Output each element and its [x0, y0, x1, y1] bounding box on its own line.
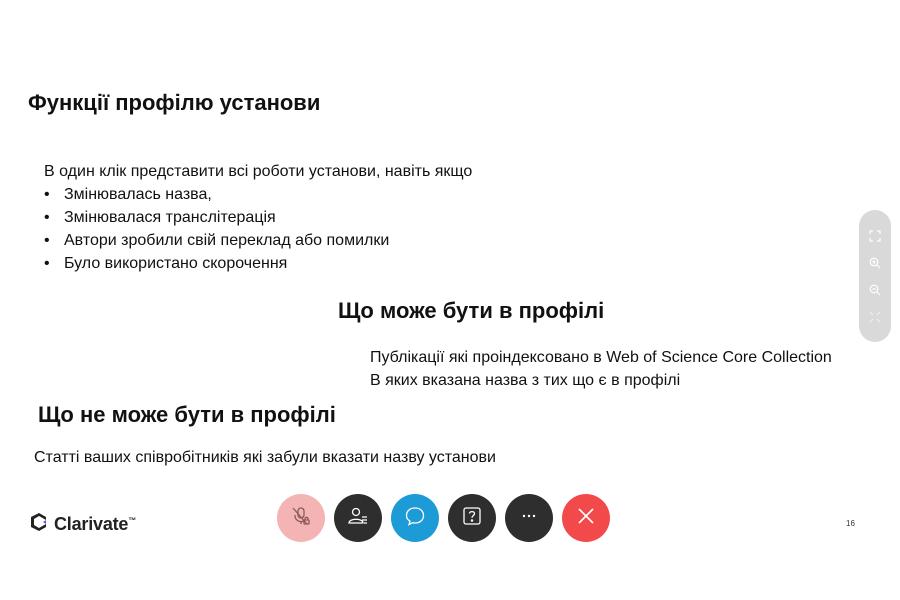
zoom-panel: [859, 210, 891, 342]
brand-name: Clarivate™: [54, 514, 137, 534]
leave-icon: [575, 505, 597, 532]
participants-button[interactable]: [334, 494, 382, 542]
chat-icon: [404, 505, 426, 532]
qa-button[interactable]: [448, 494, 496, 542]
bullet-item: • Автори зробили свій переклад або помилки: [64, 229, 472, 252]
can-line: Публікації які проіндексовано в Web of Science Core Collection: [370, 349, 832, 366]
clarivate-logo-icon: [30, 512, 48, 537]
cannot-be-heading: Що не може бути в профілі: [38, 402, 336, 427]
can-be-text: [370, 346, 832, 392]
slide-title: Функції профілю установи: [28, 90, 321, 115]
more-button[interactable]: [505, 494, 553, 542]
brand-logo: [30, 512, 136, 537]
bullet-item: • Змінювалась назва,: [64, 183, 472, 206]
zoom-out-icon[interactable]: [867, 282, 883, 298]
question-icon: [461, 505, 483, 532]
bullet-item: • Було використано скорочення: [64, 252, 472, 275]
fullscreen-icon[interactable]: [867, 228, 883, 244]
can-be-heading: Що може бути в профілі: [338, 298, 605, 323]
more-icon: [518, 505, 540, 532]
participants-icon: [347, 505, 369, 532]
chat-button[interactable]: [391, 494, 439, 542]
can-line: В яких вказана назва з тих що є в профілі: [370, 372, 681, 389]
bullet-list: [44, 183, 472, 275]
leave-button[interactable]: [562, 494, 610, 542]
fit-icon[interactable]: [867, 309, 883, 325]
zoom-in-icon[interactable]: [867, 255, 883, 271]
intro-text: В один клік представити всі роботи установи, навіть якщо: [44, 163, 473, 180]
muted-microphone-icon: [290, 505, 312, 532]
cannot-be-text: Статті ваших співробітників які забули вказати назву установи: [34, 449, 496, 466]
meeting-toolbar: [277, 494, 610, 542]
intro-block: [44, 160, 472, 275]
bullet-item: • Змінювалася транслітерація: [64, 206, 472, 229]
slide-number: 16: [846, 519, 855, 528]
mute-button[interactable]: [277, 494, 325, 542]
